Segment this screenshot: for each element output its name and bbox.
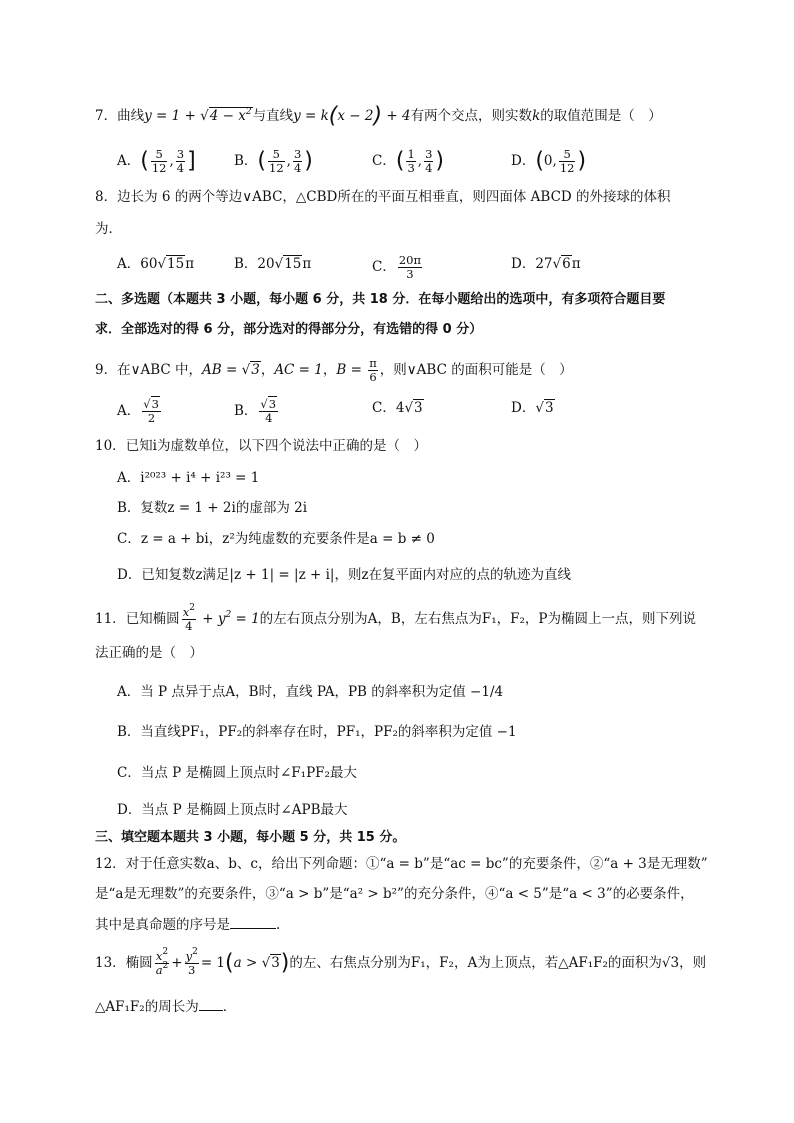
section-2-header: 二、多选题（本题共 3 小题，每小题 6 分，共 18 分．在每小题给出的选项中，有多项符合题目要 (95, 292, 666, 307)
q10-option-d: D．已知复数z满足|z + 1| = |z + i|，则z在复平面内对应的点的轨迹为直线 (117, 567, 572, 583)
stem-text: 已知i为虚数单位，以下四个说法中正确的是（ ） (125, 438, 428, 454)
q11-option-b: B．当直线PF₁，PF₂的斜率存在时，PF₁，PF₂的斜率积为定值 −1 (117, 724, 517, 740)
question-number: 11． (95, 611, 126, 627)
question-12-stem (95, 854, 708, 874)
question-13-stem: 13．椭圆 $\frac{x^2}{a^2}$ + $\frac{y^2}{3}$ = 1(a > √3)的左、右焦点分别为F₁，F₂，A为上顶点，若△AF₁F₂的面积为√3，则 (95, 947, 707, 977)
q7-option-d: D．(0, $\frac{5}{12}$ ) (511, 147, 587, 175)
question-11-stem-cont: 法正确的是（ ） (95, 645, 203, 661)
question-12-stem-end (95, 914, 280, 935)
question-12-stem-cont: 是“a是无理数”的充要条件，③“a > b”是“a² > b²”的充分条件，④“a < 5”是“a < 3”的必要条件， (95, 886, 694, 902)
question-number: 13． (95, 955, 126, 971)
stem-text: 对于任意实数a、b、c，给出下列命题：①“a = b”是“ac = bc”的充要条件，②“a + 3是无理数” (125, 856, 708, 872)
question-number: 9． (95, 362, 118, 378)
q9-option-c: C．4√3 (372, 400, 423, 416)
stem-text: 有两个交点，则实数 (410, 108, 533, 124)
question-number: 12． (95, 856, 126, 872)
q10-option-c: C．z = a + bi，z²为纯虚数的充要条件是a = b ≠ 0 (117, 531, 435, 547)
section-3-header: 三、填空题本题共 3 小题，每小题 5 分，共 15 分。 (95, 830, 406, 845)
stem-text: 在∨ABC 中， (117, 362, 203, 378)
question-10-stem (95, 436, 427, 456)
answer-blank[interactable] (199, 996, 223, 1011)
stem-text: . (276, 917, 281, 933)
q10-option-b: B．复数z = 1 + 2i的虚部为 2i (117, 500, 308, 516)
q8-option-d: D．27√6π (511, 256, 581, 272)
question-9-stem: 9．在∨ABC 中，AB = √3，AC = 1，B = $\frac{\pi}{6}$ ，则∨ABC 的面积可能是（ ） (95, 356, 573, 384)
question-8-stem (95, 187, 671, 207)
stem-text: 的左、右焦点分别为F₁，F₂，A为上顶点，若△AF₁F₂的面积为√3，则 (289, 955, 707, 971)
q7-option-a: A．( $\frac{5}{12}$ , $\frac{3}{4}$ ] (117, 147, 196, 175)
question-7-stem (95, 103, 662, 129)
question-number: 7． (95, 108, 118, 124)
stem-text: ． (222, 999, 237, 1015)
question-8-stem-cont (95, 219, 122, 239)
variable-k: k (532, 108, 541, 124)
curve-equation: $y = 1 + √4 - x^2$ (144, 107, 252, 124)
question-13-stem-end (95, 996, 236, 1017)
stem-text: 已知椭圆 (125, 611, 180, 627)
q9-option-a: A． $\frac{√3}{2}$ (117, 397, 159, 425)
question-number: 8． (95, 189, 118, 205)
stem-text: 则∨ABC 的面积可能是（ ） (393, 362, 573, 378)
question-number: 10． (95, 438, 126, 454)
stem-text: 其中是真命题的序号是 (95, 917, 230, 933)
stem-text: 与直线 (252, 108, 294, 124)
stem-text: 为． (95, 221, 122, 237)
stem-text: 的取值范围是（ ） (540, 108, 662, 124)
q8-option-c: C． $\frac{20\pi}{3}$ (372, 253, 422, 281)
stem-text: △AF₁F₂的周长为 (95, 999, 199, 1015)
stem-text: 的左右顶点分别为A，B，左右焦点为F₁，F₂，P为椭圆上一点，则下列说 (259, 611, 696, 627)
line-equation: y = k(x − 2) + 4 (293, 103, 411, 129)
q11-option-a: A．当 P 点异于点A，B时，直线 PA，PB 的斜率积为定值 −1/4 (117, 684, 504, 700)
q7-option-b: B．( $\frac{5}{12}$ , $\frac{3}{4}$ ) (234, 147, 313, 175)
section-2-header-cont: 求．全部选对的得 6 分，部分选对的得部分分，有选错的得 0 分） (95, 322, 483, 337)
q8-option-a: A．60√15π (117, 256, 195, 272)
q7-option-c: C．( $\frac{1}{3}$ , $\frac{3}{4}$ ) (372, 147, 444, 175)
q9-option-d: D．√3 (511, 400, 554, 416)
stem-text: 椭圆 (125, 955, 153, 971)
q11-option-c: C．当点 P 是椭圆上顶点时∠F₁PF₂最大 (117, 765, 357, 781)
question-11-stem: 11．已知椭圆 $\frac{x^2}{4}$ + $y^2 = 1$的左右顶点分别为A，B，左右焦点为F₁，F₂，P为椭圆上一点，则下列说 (95, 603, 696, 633)
q8-option-b: B．20√15π (234, 256, 312, 272)
q10-option-a: A．i²⁰²³ + i⁴ + i²³ = 1 (117, 470, 260, 486)
stem-text: 边长为 6 的两个等边∨ABC，△CBD所在的平面互相垂直，则四面体 ABCD 的外接球的体积 (117, 189, 671, 205)
stem-text: 曲线 (117, 108, 145, 124)
q11-option-d: D．当点 P 是椭圆上顶点时∠APB最大 (117, 802, 348, 818)
answer-blank[interactable] (230, 914, 276, 929)
q9-option-b: B． $\frac{√3}{4}$ (234, 397, 277, 425)
